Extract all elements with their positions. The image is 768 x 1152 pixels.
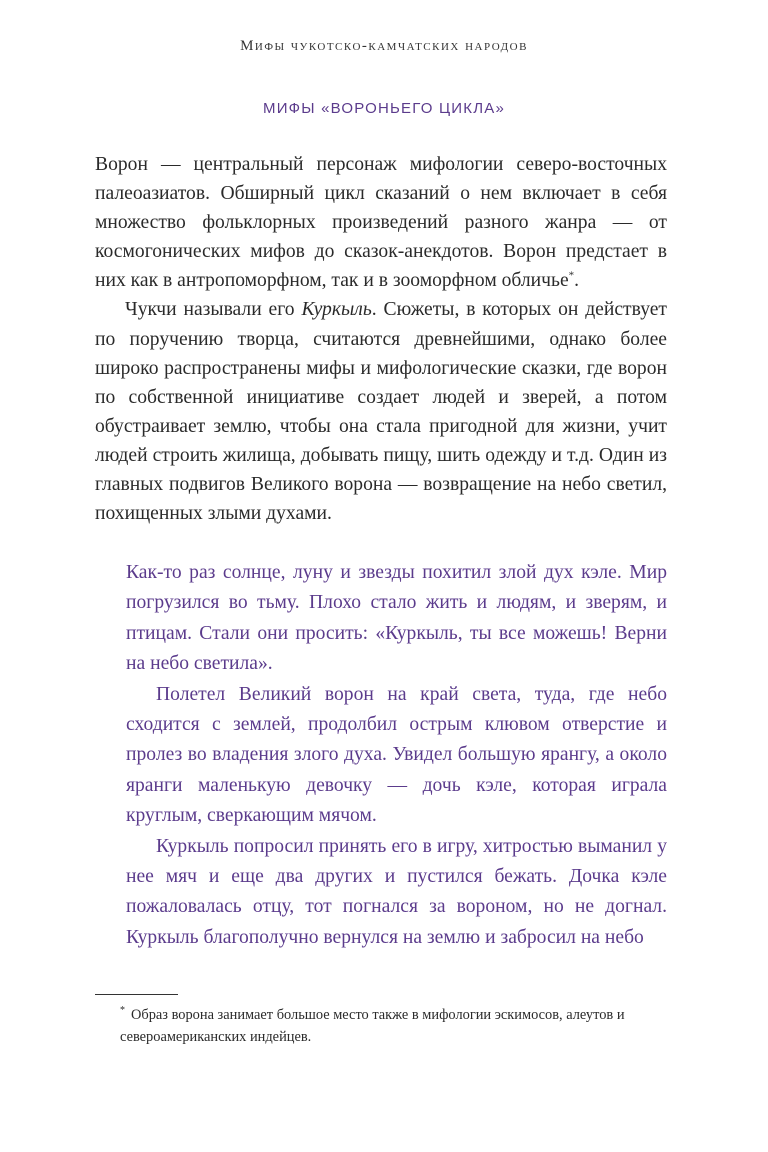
footnote <box>120 1004 668 1048</box>
myth-paragraph-1: Как-то раз солнце, луну и звезды похитил злой дух кэле. Мир погрузился во тьму. Плохо стало жить и людям, и зверям, и птицам. Стали они просить: «Куркыль, ты все можешь! Верни на небо светила». <box>126 562 667 675</box>
footnote-text: Образ ворона занимает большое место также в мифологии эскимосов, алеутов и североамериканских индейцев. <box>120 1007 625 1045</box>
footnote-divider <box>95 994 178 995</box>
section-title: МИФЫ «ВОРОНЬЕГО ЦИКЛА» <box>263 100 505 117</box>
running-head: Мифы чукотско-камчатских народов <box>240 38 528 54</box>
myth-text <box>126 558 667 953</box>
footnote-reference: * <box>568 269 575 282</box>
intro-paragraph-1-text: Ворон — центральный персонаж мифологии северо-восточных палеоазиатов. Обширный цикл сказаний о нем включает в себя множество фольклорных произведений разного жанра — от космогонических мифов до сказок-анекдотов. Ворон предстает в них как в антропоморфном, так и в зооморфном обличье <box>95 154 667 292</box>
intro-paragraph-2-rest: . Сюжеты, в которых он действует по поручению творца, считаются древнейшими, однако более широко распространены мифы и мифологические сказки, где ворон по собственной инициативе создает людей и зверей, а потом обустраивает землю, чтобы она стала пригодной для жизни, учит людей строить жилища, добывать пищу, шить одежду и т.д. Один из главных подвигов Великого ворона — возвращение на небо светил, похищенных злыми духами. <box>95 299 667 525</box>
intro-paragraph-2-start: Чукчи называли его <box>125 299 302 321</box>
myth-paragraph-2: Полетел Великий ворон на край света, туда, где небо сходится с землей, продолбил острым клювом отверстие и пролез во владения злого духа. Увидел большую ярангу, а около яранги маленькую девочку — дочь кэле, которая играла круглым, сверкающим мячом. <box>126 683 667 827</box>
intro-paragraph-2 <box>95 295 667 528</box>
footnote-mark: * <box>120 1005 125 1017</box>
intro-paragraph-1: Ворон — центральный персонаж мифологии северо-восточных палеоазиатов. Обширный цикл сказаний о нем включает в себя множество фольклорных произведений разного жанра — от космогонических мифов до сказок-анекдотов. Ворон предстает в них как в антропоморфном, так и в зооморфном обличье*. <box>95 154 667 292</box>
kurkyl-name: Куркыль <box>301 299 372 321</box>
myth-paragraph-3: Куркыль попросил принять его в игру, хитростью выманил у нее мяч и еще два других и пустился бежать. Дочка кэле пожаловалась отцу, тот погнался за вороном, но не догнал. Куркыль благополучно вернулся на землю и забросил на небо <box>126 835 667 948</box>
intro-text <box>95 150 667 528</box>
